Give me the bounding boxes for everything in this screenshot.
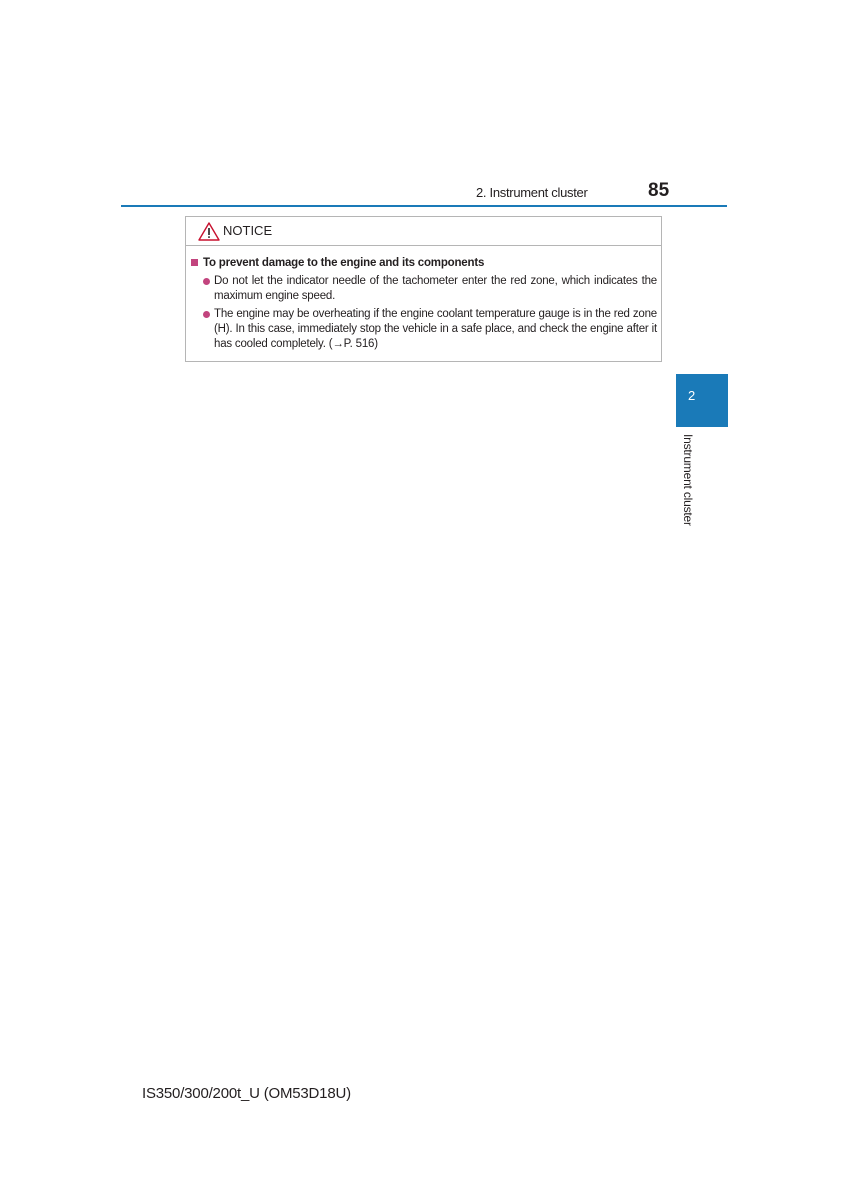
- notice-bullet: [214, 307, 657, 352]
- notice-subheading-text: To prevent damage to the engine and its components: [203, 257, 485, 269]
- bullet-dot-icon: [203, 278, 210, 285]
- notice-bullet-text: The engine may be overheating if the engine coolant temperature gauge is in the red zone (H). In this case, immediately stop the vehicle in a safe place, and check the engine after it has cooled completely. (→P. 516): [214, 308, 657, 350]
- running-header-section: 2. Instrument cluster: [476, 185, 588, 200]
- notice-subheading: [191, 257, 484, 269]
- notice-title: NOTICE: [223, 223, 273, 238]
- chapter-side-label: Instrument cluster: [681, 434, 695, 526]
- chapter-tab: [676, 374, 728, 427]
- chapter-number: 2: [688, 388, 696, 403]
- bullet-dot-icon: [203, 311, 210, 318]
- notice-bullet-text: Do not let the indicator needle of the tachometer enter the red zone, which indicates the maximum engine speed.: [214, 275, 657, 302]
- page-number: 85: [648, 180, 670, 201]
- square-bullet-icon: [191, 259, 198, 266]
- footer-model-code: IS350/300/200t_U (OM53D18U): [142, 1085, 351, 1102]
- header-rule: [121, 205, 727, 207]
- notice-bullet: [214, 274, 657, 304]
- notice-box: [185, 216, 662, 362]
- notice-header: [186, 217, 661, 246]
- warning-triangle-icon: [198, 222, 220, 241]
